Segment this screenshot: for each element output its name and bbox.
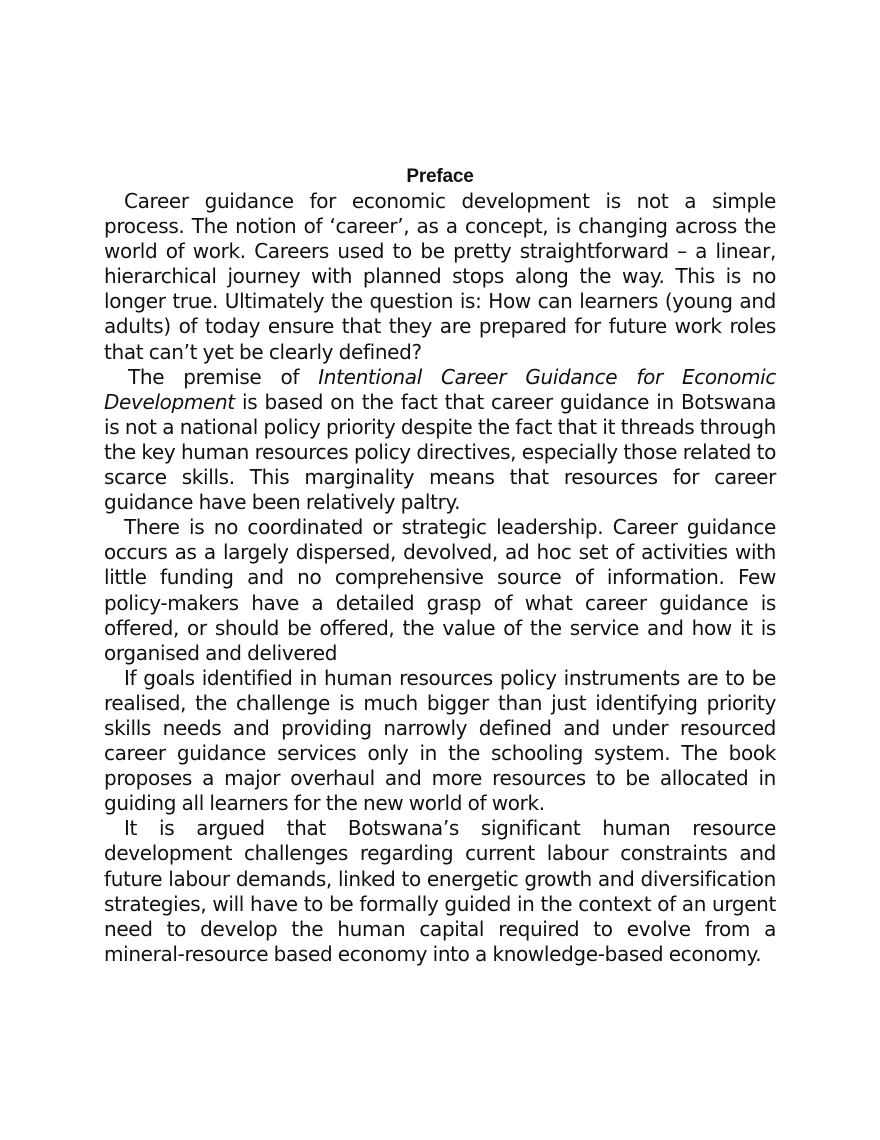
paragraph-3: There is no coordinated or strategic leadership. Career guidance occurs as a largely dispersed, devolved, ad hoc set of activities with little funding and no comprehensive source of information. Few policy-makers have a detailed grasp of what career guidance is offered, or should be offered, the value of the service and how it is organised and delivered [104, 515, 776, 665]
paragraph-2-body: is based on the fact that career guidance in Botswana is not a national policy priority despite the fact that it threads through the key human resources policy directives, especially those related to scarce skills. This marginality means that resources for career guidance have been relatively paltry. [104, 389, 776, 515]
paragraph-2 [104, 365, 776, 516]
paragraph-4: If goals identified in human resources policy instruments are to be realised, the challenge is much bigger than just identifying priority skills needs and providing narrowly defined and under resourced career guidance services only in the schooling system. The book proposes a major overhaul and more resources to be allocated in guiding all learners for the new world of work. [104, 665, 776, 816]
page-title: Preface [406, 166, 474, 187]
paragraph-5: It is argued that Botswana’s significant human resource development challenges regarding current labour constraints and future labour demands, linked to energetic growth and diversification strategies, will have to be formally guided in the context of an urgent need to develop the human capital required to evolve from a mineral-resource based economy into a knowledge-based economy. [104, 816, 776, 966]
book-title-italic: Intentional Career Guidance for Economic Development [104, 364, 776, 414]
paragraph-2-lead: The premise of [128, 364, 319, 389]
paragraph-1: Career guidance for economic development is not a simple process. The notion of ‘career’, as a concept, is changing across the world of work. Careers used to be pretty straightforward – a linear, hierarchical journey with planned stops along the way. This is no longer true. Ultimately the question is: How can learners (young and adults) of today ensure that they are prepared for future work roles that can’t yet be clearly defined? [104, 189, 776, 364]
preface-page [104, 164, 776, 967]
